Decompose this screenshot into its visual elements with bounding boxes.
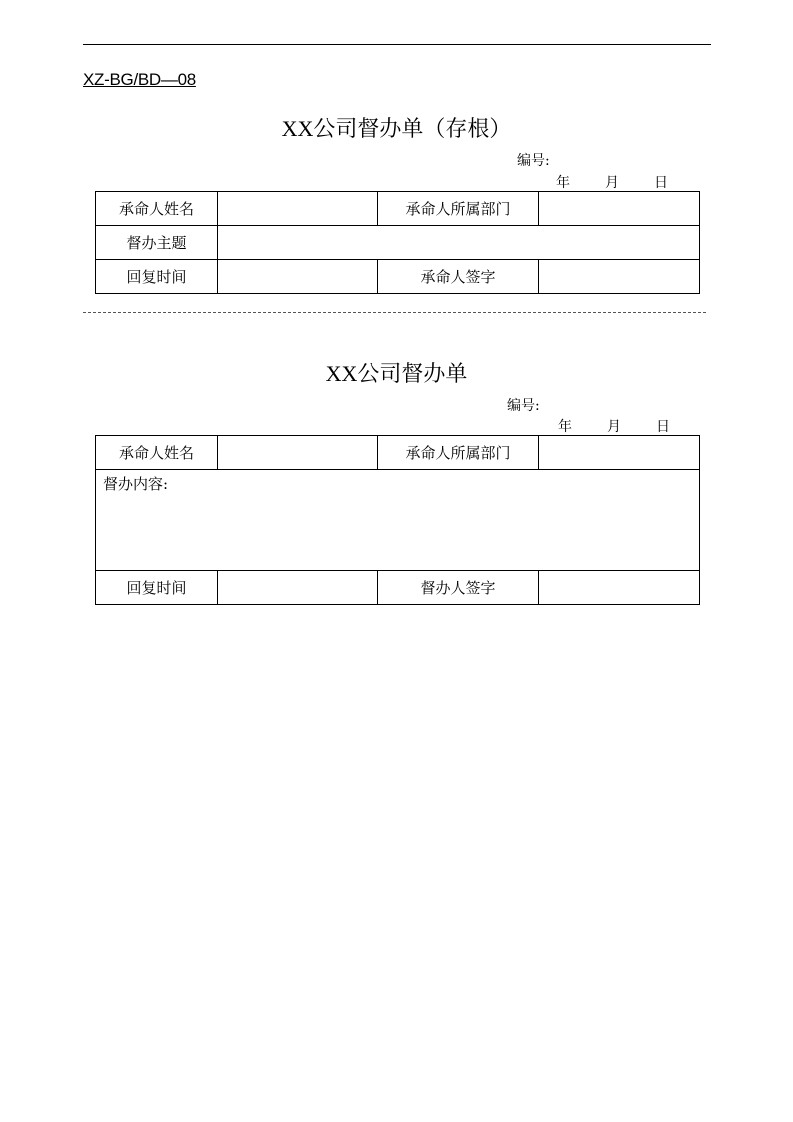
form-title-prefix: XX — [325, 361, 358, 386]
stub-assignee-signature-label: 承命人签字 — [378, 260, 539, 294]
stub-date-year: 年 — [556, 175, 570, 191]
stub-title-text: 公司督办单（存根） — [313, 117, 512, 142]
stub-assignee-name-label: 承命人姓名 — [96, 192, 218, 226]
form-serial-label: 编号: — [507, 398, 540, 414]
stub-assignee-dept-label: 承命人所属部门 — [378, 192, 539, 226]
table-row — [96, 470, 700, 571]
stub-title-prefix: XX — [281, 116, 314, 141]
form-date-year: 年 — [558, 419, 572, 435]
stub-date-line — [556, 172, 676, 190]
table-row — [96, 226, 700, 260]
stub-subject-label: 督办主题 — [96, 226, 218, 260]
tear-off-line — [83, 312, 706, 313]
stub-date-day: 日 — [654, 175, 668, 191]
form-table — [95, 435, 700, 605]
form-reply-time-label: 回复时间 — [96, 571, 218, 605]
form-date-line — [558, 416, 678, 434]
stub-title — [0, 112, 793, 143]
form-assignee-dept-label: 承命人所属部门 — [378, 436, 539, 470]
table-row — [96, 436, 700, 470]
form-reply-time-field[interactable] — [218, 571, 378, 605]
form-assignee-name-label: 承命人姓名 — [96, 436, 218, 470]
form-content-label: 督办内容: — [103, 475, 169, 493]
form-date-day: 日 — [656, 419, 670, 435]
table-row — [96, 260, 700, 294]
stub-assignee-name-field[interactable] — [218, 192, 378, 226]
form-assignee-dept-field[interactable] — [539, 436, 700, 470]
header-rule — [83, 44, 711, 45]
stub-reply-time-label: 回复时间 — [96, 260, 218, 294]
form-title-text: 公司督办单 — [357, 362, 468, 387]
form-title — [0, 357, 793, 388]
stub-subject-field[interactable] — [218, 226, 700, 260]
stub-table — [95, 191, 700, 294]
stub-assignee-dept-field[interactable] — [539, 192, 700, 226]
form-content-field[interactable] — [96, 470, 700, 571]
form-supervisor-signature-field[interactable] — [539, 571, 700, 605]
stub-serial-label: 编号: — [517, 153, 550, 169]
stub-assignee-signature-field[interactable] — [539, 260, 700, 294]
table-row — [96, 192, 700, 226]
form-date-month: 月 — [607, 419, 621, 435]
table-row — [96, 571, 700, 605]
form-assignee-name-field[interactable] — [218, 436, 378, 470]
stub-reply-time-field[interactable] — [218, 260, 378, 294]
form-supervisor-signature-label: 督办人签字 — [378, 571, 539, 605]
stub-date-month: 月 — [605, 175, 619, 191]
document-code: XZ-BG/BD—08 — [83, 70, 196, 89]
